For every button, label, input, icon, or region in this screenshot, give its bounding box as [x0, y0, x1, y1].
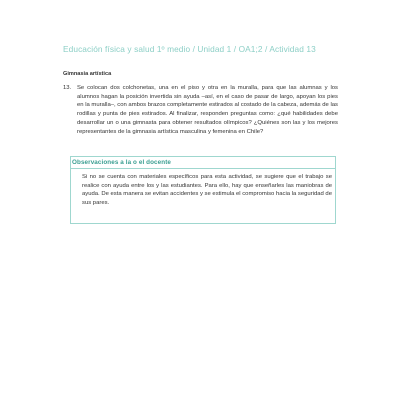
activity-number: 13.	[63, 85, 72, 91]
section-title: Gimnasia artística	[63, 71, 112, 77]
observations-text: Si no se cuenta con materiales específicos para esta actividad, se sugiere que el trabajo se realice con ayuda entre los y las estudiantes. Para ello, hay que enseñarles las maniobras de ayuda. De esta manera se evitan accidentes y se estimula el compromiso hacia la seguridad de sus pares.	[82, 174, 332, 207]
activity-item	[63, 84, 338, 136]
activity-text: Se colocan dos colchonetas, una en el piso y otra en la muralla, para que las alumnas y los alumnos hagan la posición invertida sin ayuda –así, en el caso de pasar de largo, apoyan los pies en la muralla–, con ambos brazos completamente estirados al costado de la cabeza, además de las rodillas y punta de pies estirados. Al finalizar, responden preguntas como: ¿qué habilidades debe desarrollar un o una gimnasta para obtener resultados olímpicos? ¿Quiénes son las y los mejores representantes de la gimnasia artística masculina y femenina en Chile?	[77, 85, 338, 135]
observations-title: Observaciones a la o el docente	[72, 159, 171, 166]
document-header: Educación física y salud 1º medio / Unidad 1 / OA1;2 / Actividad 13	[63, 44, 316, 54]
observations-divider	[70, 168, 336, 169]
